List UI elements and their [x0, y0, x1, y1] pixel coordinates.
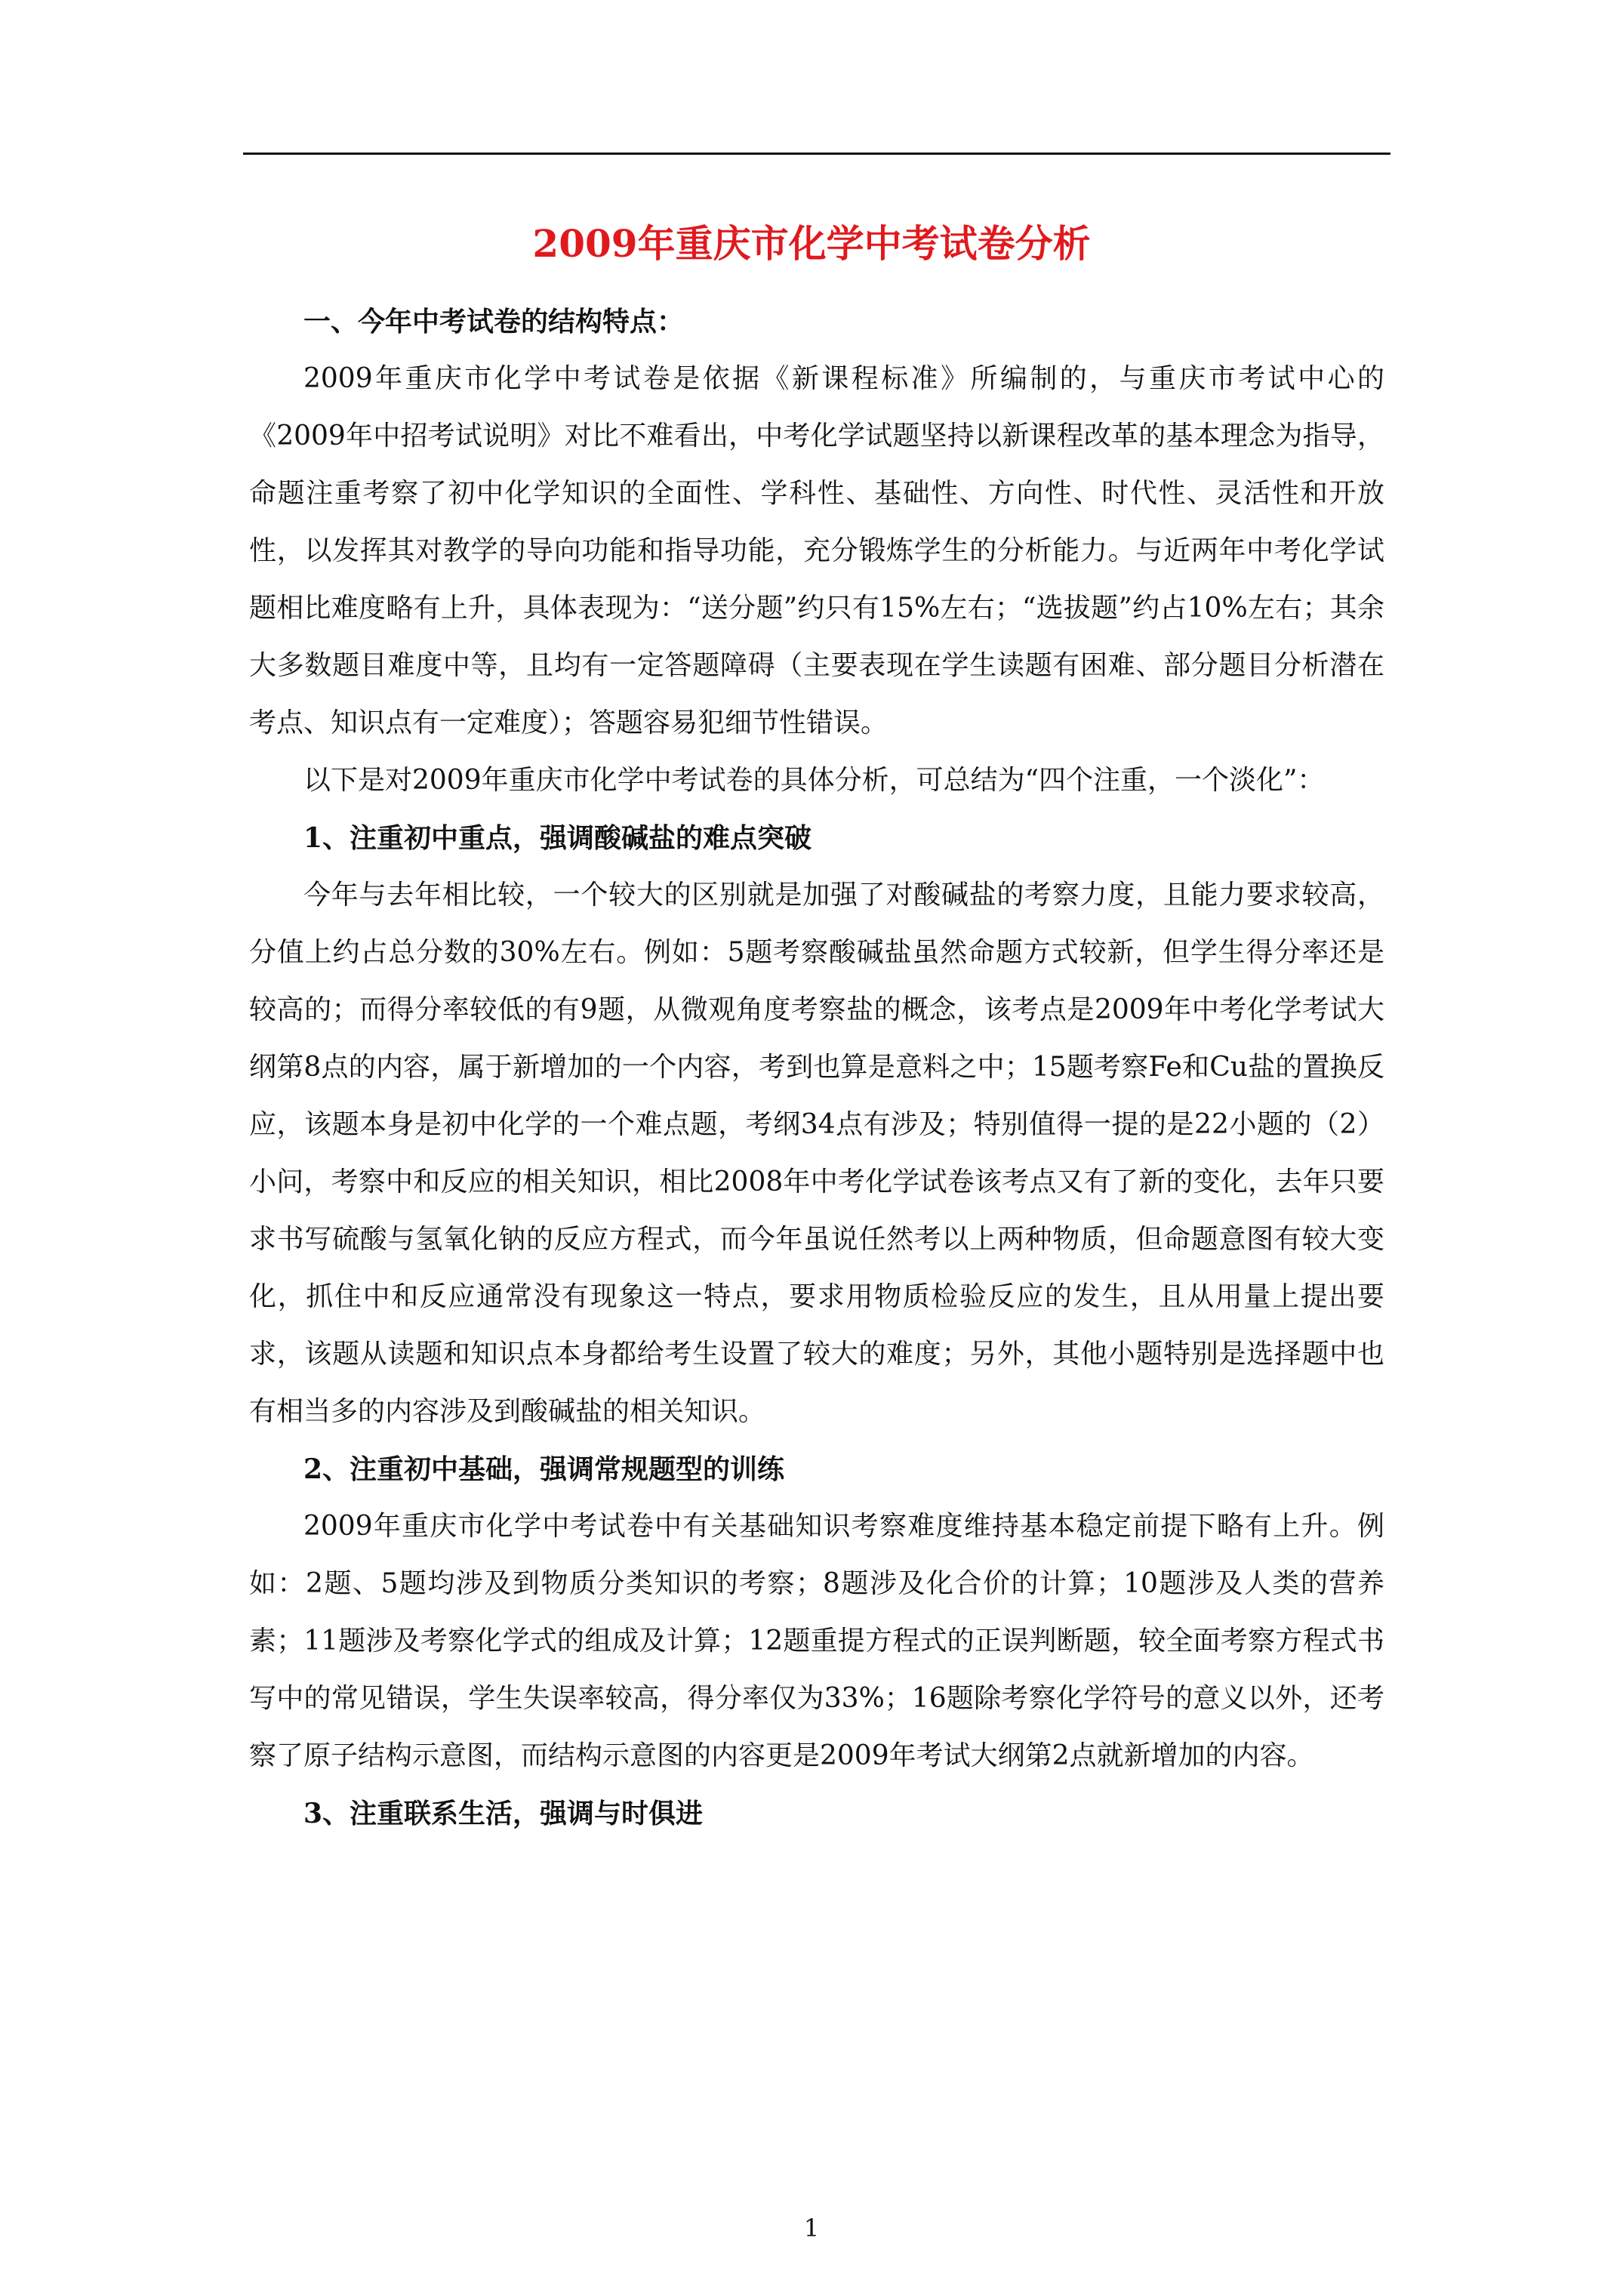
paragraph-section-2: 2009年重庆市化学中考试卷中有关基础知识考察难度维持基本稳定前提下略有上升。例如：2题、5题均涉及到物质分类知识的考察；8题涉及化合价的计算；10题涉及人类的营养素；11题涉及考察化学式的组成及计算；12题重提方程式的正误判断题，较全面考察方程式书写中的常见错误，学生失误率较高，得分率仅为33%；16题除考察化学符号的意义以外，还考察了原子结构示意图，而结构示意图的内容更是2009年考试大纲第2点就新增加的内容。 [249, 1511, 1384, 1771]
section-heading-3: 3、注重联系生活，强调与时俱进 [303, 1798, 704, 1829]
paragraph-summary: 以下是对2009年重庆市化学中考试卷的具体分析，可总结为“四个注重，一个淡化”： [303, 765, 1325, 796]
document-title: 2009年重庆市化学中考试卷分析 [532, 221, 1091, 266]
paragraph-section-1: 今年与去年相比较，一个较大的区别就是加强了对酸碱盐的考察力度，且能力要求较高，分值上约占总分数的30%左右。例如：5题考察酸碱盐虽然命题方式较新，但学生得分率还是较高的；而得分率较低的有9题，从微观角度考察盐的概念，该考点是2009年中考化学考试大纲第8点的内容，属于新增加的一个内容，考到也算是意料之中；15题考察Fe和Cu盐的置换反应，该题本身是初中化学的一个难点题，考纲34点有涉及；特别值得一提的是22小题的（2）小问，考察中和反应的相关知识，相比2008年中考化学试卷该考点又有了新的变化，去年只要求书写硫酸与氢氧化钠的反应方程式，而今年虽说任然考以上两种物质，但命题意图有较大变化，抓住中和反应通常没有现象这一特点，要求用物质检验反应的发生，且从用量上提出要求，该题从读题和知识点本身都给考生设置了较大的难度；另外，其他小题特别是选择题中也有相当多的内容涉及到酸碱盐的相关知识。 [249, 880, 1384, 1427]
paragraph-intro: 2009年重庆市化学中考试卷是依据《新课程标准》所编制的，与重庆市考试中心的《2009年中招考试说明》对比不难看出，中考化学试题坚持以新课程改革的基本理念为指导，命题注重考察了初中化学知识的全面性、学科性、基础性、方向性、时代性、灵活性和开放性，以发挥其对教学的导向功能和指导功能，充分锻炼学生的分析能力。与近两年中考化学试题相比难度略有上升，具体表现为：“送分题”约只有15%左右；“选拔题”约占10%左右；其余大多数题目难度中等，且均有一定答题障碍（主要表现在学生读题有困难、部分题目分析潜在考点、知识点有一定难度）；答题容易犯细节性错误。 [249, 363, 1384, 738]
section-heading-1: 1、注重初中重点，强调酸碱盐的难点突破 [303, 822, 812, 854]
section-heading-2: 2、注重初中基础，强调常规题型的训练 [303, 1453, 785, 1485]
section-heading-structure: 一、今年中考试卷的结构特点： [303, 306, 685, 337]
document-body [249, 293, 1384, 1842]
page-number: 1 [803, 2214, 820, 2242]
header-rule [243, 153, 1390, 155]
